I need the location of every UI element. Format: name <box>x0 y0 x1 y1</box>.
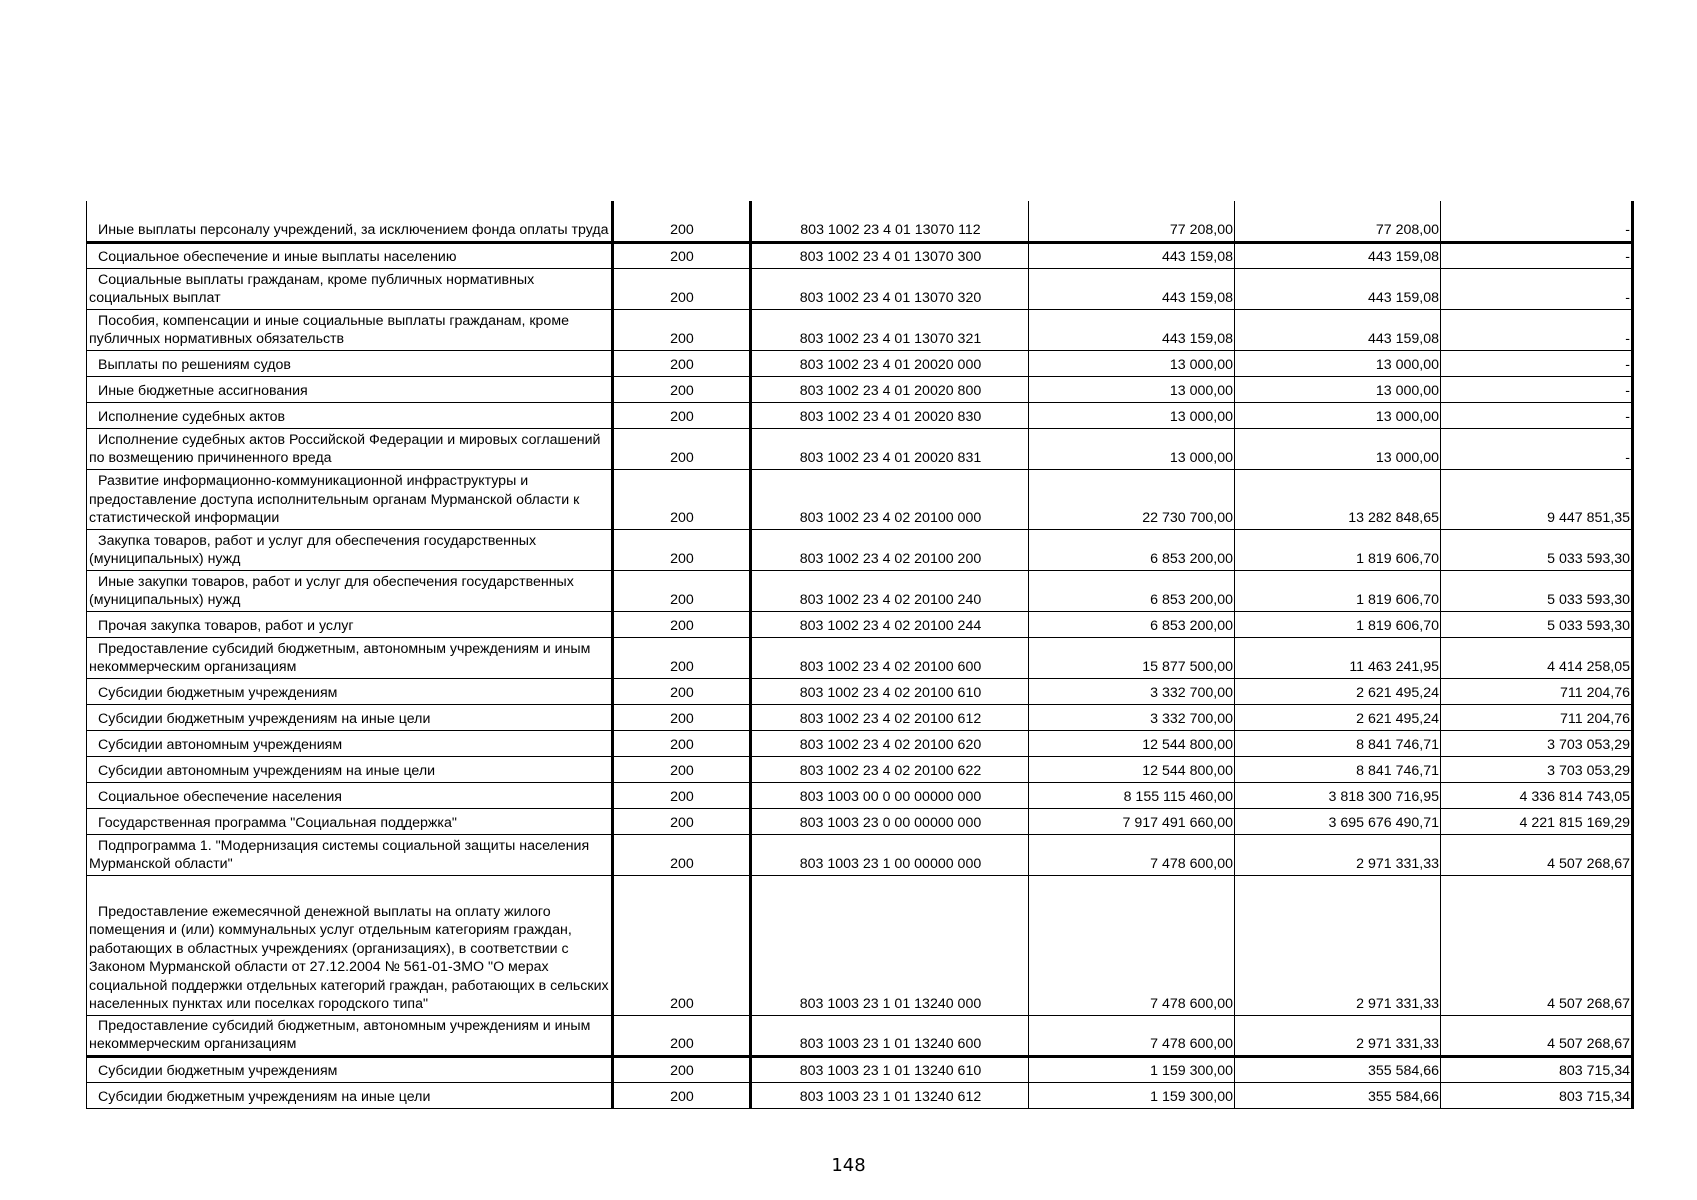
row-line-code-cell: 200 <box>613 350 751 376</box>
table-row <box>87 376 1633 402</box>
row-approved-amount-cell: 7 478 600,00 <box>1029 834 1235 875</box>
row-line-code-cell: 200 <box>613 201 751 242</box>
row-budget-code-cell: 803 1003 23 1 01 13240 000 <box>751 875 1029 1015</box>
row-executed-amount-cell: 443 159,08 <box>1235 242 1441 268</box>
row-unexecuted-amount-cell: 9 447 851,35 <box>1441 469 1633 529</box>
row-executed-amount-cell: 13 000,00 <box>1235 428 1441 469</box>
row-line-code-cell: 200 <box>613 875 751 1015</box>
row-unexecuted-amount-cell: 4 414 258,05 <box>1441 637 1633 678</box>
row-unexecuted-amount-cell: 3 703 053,29 <box>1441 756 1633 782</box>
row-executed-amount-cell: 1 819 606,70 <box>1235 611 1441 637</box>
row-line-code-cell: 200 <box>613 782 751 808</box>
row-executed-amount-cell: 443 159,08 <box>1235 268 1441 309</box>
row-executed-amount-cell: 2 971 331,33 <box>1235 1015 1441 1056</box>
table-row <box>87 1056 1633 1082</box>
table-row <box>87 529 1633 570</box>
table-row <box>87 1082 1633 1108</box>
row-executed-amount-cell: 8 841 746,71 <box>1235 730 1441 756</box>
row-budget-code-cell: 803 1002 23 4 01 13070 320 <box>751 268 1029 309</box>
row-executed-amount-cell: 2 971 331,33 <box>1235 875 1441 1015</box>
row-unexecuted-amount-cell: - <box>1441 268 1633 309</box>
row-line-code-cell: 200 <box>613 402 751 428</box>
row-unexecuted-amount-cell: 5 033 593,30 <box>1441 611 1633 637</box>
row-unexecuted-amount-cell: 803 715,34 <box>1441 1082 1633 1108</box>
row-approved-amount-cell: 22 730 700,00 <box>1029 469 1235 529</box>
row-unexecuted-amount-cell: - <box>1441 376 1633 402</box>
table-row <box>87 730 1633 756</box>
row-budget-code-cell: 803 1002 23 4 01 13070 112 <box>751 201 1029 242</box>
row-approved-amount-cell: 12 544 800,00 <box>1029 756 1235 782</box>
row-executed-amount-cell: 13 282 848,65 <box>1235 469 1441 529</box>
row-approved-amount-cell: 443 159,08 <box>1029 242 1235 268</box>
row-approved-amount-cell: 1 159 300,00 <box>1029 1056 1235 1082</box>
row-name-cell: Предоставление ежемесячной денежной выплаты на оплату жилого помещения и (или) коммунальных услуг отдельным категориям граждан, работающих в областных учреждениях (организациях), в соответствии с Законом Мурманской области от 27.12.2004 № 561-01-ЗМО "О мерах социальной поддержки отдельных категорий граждан, работающих в сельских населенных пунктах или поселках городского типа" <box>87 875 613 1015</box>
row-approved-amount-cell: 6 853 200,00 <box>1029 611 1235 637</box>
table-row <box>87 637 1633 678</box>
row-line-code-cell: 200 <box>613 730 751 756</box>
budget-execution-table <box>86 201 1634 1109</box>
row-budget-code-cell: 803 1002 23 4 01 20020 831 <box>751 428 1029 469</box>
row-executed-amount-cell: 13 000,00 <box>1235 376 1441 402</box>
row-budget-code-cell: 803 1002 23 4 01 20020 800 <box>751 376 1029 402</box>
row-name-cell: Развитие информационно-коммуникационной инфраструктуры и предоставление доступа исполнительным органам Мурманской области к статистической информации <box>87 469 613 529</box>
row-budget-code-cell: 803 1003 23 1 01 13240 600 <box>751 1015 1029 1056</box>
row-name-cell: Выплаты по решениям судов <box>87 350 613 376</box>
row-name-cell: Предоставление субсидий бюджетным, автономным учреждениям и иным некоммерческим организациям <box>87 1015 613 1056</box>
row-line-code-cell: 200 <box>613 376 751 402</box>
row-unexecuted-amount-cell: - <box>1441 242 1633 268</box>
row-name-cell: Иные закупки товаров, работ и услуг для обеспечения государственных (муниципальных) нужд <box>87 570 613 611</box>
row-name-cell: Предоставление субсидий бюджетным, автономным учреждениям и иным некоммерческим организациям <box>87 637 613 678</box>
table-row <box>87 469 1633 529</box>
row-name-cell: Субсидии бюджетным учреждениям на иные цели <box>87 704 613 730</box>
row-line-code-cell: 200 <box>613 570 751 611</box>
row-line-code-cell: 200 <box>613 756 751 782</box>
row-budget-code-cell: 803 1002 23 4 02 20100 612 <box>751 704 1029 730</box>
row-name-cell: Исполнение судебных актов Российской Федерации и мировых соглашений по возмещению причиненного вреда <box>87 428 613 469</box>
row-unexecuted-amount-cell: 5 033 593,30 <box>1441 529 1633 570</box>
row-executed-amount-cell: 355 584,66 <box>1235 1082 1441 1108</box>
row-approved-amount-cell: 6 853 200,00 <box>1029 529 1235 570</box>
table-row <box>87 242 1633 268</box>
row-unexecuted-amount-cell: 3 703 053,29 <box>1441 730 1633 756</box>
row-name-cell: Закупка товаров, работ и услуг для обеспечения государственных (муниципальных) нужд <box>87 529 613 570</box>
row-line-code-cell: 200 <box>613 469 751 529</box>
table-row <box>87 875 1633 1015</box>
row-unexecuted-amount-cell: - <box>1441 402 1633 428</box>
row-executed-amount-cell: 1 819 606,70 <box>1235 570 1441 611</box>
row-line-code-cell: 200 <box>613 1082 751 1108</box>
row-name-cell: Иные выплаты персоналу учреждений, за исключением фонда оплаты труда <box>87 201 613 242</box>
table-row <box>87 350 1633 376</box>
row-name-cell: Социальное обеспечение населения <box>87 782 613 808</box>
row-executed-amount-cell: 3 695 676 490,71 <box>1235 808 1441 834</box>
row-name-cell: Субсидии автономным учреждениям <box>87 730 613 756</box>
row-unexecuted-amount-cell: 803 715,34 <box>1441 1056 1633 1082</box>
table-row <box>87 402 1633 428</box>
row-line-code-cell: 200 <box>613 242 751 268</box>
row-approved-amount-cell: 8 155 115 460,00 <box>1029 782 1235 808</box>
row-unexecuted-amount-cell: 4 507 268,67 <box>1441 834 1633 875</box>
row-unexecuted-amount-cell: 711 204,76 <box>1441 704 1633 730</box>
row-budget-code-cell: 803 1002 23 4 02 20100 000 <box>751 469 1029 529</box>
row-line-code-cell: 200 <box>613 678 751 704</box>
row-budget-code-cell: 803 1002 23 4 02 20100 240 <box>751 570 1029 611</box>
row-name-cell: Государственная программа "Социальная поддержка" <box>87 808 613 834</box>
row-line-code-cell: 200 <box>613 637 751 678</box>
row-unexecuted-amount-cell: - <box>1441 201 1633 242</box>
row-unexecuted-amount-cell: - <box>1441 309 1633 350</box>
row-name-cell: Субсидии бюджетным учреждениям <box>87 1056 613 1082</box>
row-name-cell: Социальные выплаты гражданам, кроме публичных нормативных социальных выплат <box>87 268 613 309</box>
table-row <box>87 611 1633 637</box>
row-executed-amount-cell: 2 971 331,33 <box>1235 834 1441 875</box>
row-executed-amount-cell: 3 818 300 716,95 <box>1235 782 1441 808</box>
row-budget-code-cell: 803 1003 23 0 00 00000 000 <box>751 808 1029 834</box>
row-line-code-cell: 200 <box>613 309 751 350</box>
row-name-cell: Субсидии бюджетным учреждениям <box>87 678 613 704</box>
row-name-cell: Иные бюджетные ассигнования <box>87 376 613 402</box>
row-budget-code-cell: 803 1002 23 4 02 20100 622 <box>751 756 1029 782</box>
row-approved-amount-cell: 13 000,00 <box>1029 428 1235 469</box>
row-executed-amount-cell: 13 000,00 <box>1235 402 1441 428</box>
row-line-code-cell: 200 <box>613 834 751 875</box>
row-approved-amount-cell: 443 159,08 <box>1029 268 1235 309</box>
row-executed-amount-cell: 77 208,00 <box>1235 201 1441 242</box>
row-budget-code-cell: 803 1002 23 4 01 13070 321 <box>751 309 1029 350</box>
row-unexecuted-amount-cell: - <box>1441 428 1633 469</box>
row-budget-code-cell: 803 1002 23 4 01 13070 300 <box>751 242 1029 268</box>
row-approved-amount-cell: 3 332 700,00 <box>1029 704 1235 730</box>
row-approved-amount-cell: 13 000,00 <box>1029 350 1235 376</box>
row-line-code-cell: 200 <box>613 428 751 469</box>
table-row <box>87 834 1633 875</box>
row-executed-amount-cell: 11 463 241,95 <box>1235 637 1441 678</box>
row-name-cell: Исполнение судебных актов <box>87 402 613 428</box>
row-approved-amount-cell: 3 332 700,00 <box>1029 678 1235 704</box>
row-line-code-cell: 200 <box>613 1056 751 1082</box>
row-budget-code-cell: 803 1002 23 4 02 20100 610 <box>751 678 1029 704</box>
row-executed-amount-cell: 13 000,00 <box>1235 350 1441 376</box>
row-executed-amount-cell: 2 621 495,24 <box>1235 704 1441 730</box>
table-row <box>87 678 1633 704</box>
row-name-cell: Пособия, компенсации и иные социальные выплаты гражданам, кроме публичных нормативных обязательств <box>87 309 613 350</box>
row-line-code-cell: 200 <box>613 1015 751 1056</box>
row-budget-code-cell: 803 1002 23 4 01 20020 830 <box>751 402 1029 428</box>
row-unexecuted-amount-cell: 4 336 814 743,05 <box>1441 782 1633 808</box>
row-approved-amount-cell: 443 159,08 <box>1029 309 1235 350</box>
row-executed-amount-cell: 2 621 495,24 <box>1235 678 1441 704</box>
table-row <box>87 428 1633 469</box>
row-budget-code-cell: 803 1003 23 1 00 00000 000 <box>751 834 1029 875</box>
row-unexecuted-amount-cell: 4 221 815 169,29 <box>1441 808 1633 834</box>
table-row <box>87 201 1633 242</box>
row-line-code-cell: 200 <box>613 529 751 570</box>
row-budget-code-cell: 803 1002 23 4 02 20100 244 <box>751 611 1029 637</box>
row-name-cell: Прочая закупка товаров, работ и услуг <box>87 611 613 637</box>
row-unexecuted-amount-cell: 5 033 593,30 <box>1441 570 1633 611</box>
row-budget-code-cell: 803 1002 23 4 02 20100 620 <box>751 730 1029 756</box>
row-approved-amount-cell: 7 478 600,00 <box>1029 875 1235 1015</box>
row-line-code-cell: 200 <box>613 611 751 637</box>
row-approved-amount-cell: 13 000,00 <box>1029 376 1235 402</box>
table-row <box>87 782 1633 808</box>
row-name-cell: Социальное обеспечение и иные выплаты населению <box>87 242 613 268</box>
row-approved-amount-cell: 7 478 600,00 <box>1029 1015 1235 1056</box>
row-approved-amount-cell: 7 917 491 660,00 <box>1029 808 1235 834</box>
row-budget-code-cell: 803 1003 00 0 00 00000 000 <box>751 782 1029 808</box>
row-budget-code-cell: 803 1003 23 1 01 13240 612 <box>751 1082 1029 1108</box>
table-row <box>87 268 1633 309</box>
row-approved-amount-cell: 1 159 300,00 <box>1029 1082 1235 1108</box>
row-budget-code-cell: 803 1002 23 4 01 20020 000 <box>751 350 1029 376</box>
page-number: 148 <box>831 1155 866 1176</box>
row-approved-amount-cell: 15 877 500,00 <box>1029 637 1235 678</box>
table-row <box>87 756 1633 782</box>
row-budget-code-cell: 803 1002 23 4 02 20100 200 <box>751 529 1029 570</box>
row-approved-amount-cell: 13 000,00 <box>1029 402 1235 428</box>
row-approved-amount-cell: 6 853 200,00 <box>1029 570 1235 611</box>
row-approved-amount-cell: 12 544 800,00 <box>1029 730 1235 756</box>
row-executed-amount-cell: 8 841 746,71 <box>1235 756 1441 782</box>
row-approved-amount-cell: 77 208,00 <box>1029 201 1235 242</box>
row-name-cell: Подпрограмма 1. "Модернизация системы социальной защиты населения Мурманской области" <box>87 834 613 875</box>
table-row <box>87 570 1633 611</box>
table-row <box>87 704 1633 730</box>
row-unexecuted-amount-cell: 711 204,76 <box>1441 678 1633 704</box>
row-executed-amount-cell: 1 819 606,70 <box>1235 529 1441 570</box>
row-name-cell: Субсидии бюджетным учреждениям на иные цели <box>87 1082 613 1108</box>
table-row <box>87 309 1633 350</box>
row-line-code-cell: 200 <box>613 704 751 730</box>
row-unexecuted-amount-cell: 4 507 268,67 <box>1441 1015 1633 1056</box>
row-unexecuted-amount-cell: - <box>1441 350 1633 376</box>
row-line-code-cell: 200 <box>613 268 751 309</box>
row-name-cell: Субсидии автономным учреждениям на иные цели <box>87 756 613 782</box>
table-row <box>87 1015 1633 1056</box>
row-unexecuted-amount-cell: 4 507 268,67 <box>1441 875 1633 1015</box>
table-row <box>87 808 1633 834</box>
row-line-code-cell: 200 <box>613 808 751 834</box>
row-executed-amount-cell: 355 584,66 <box>1235 1056 1441 1082</box>
row-executed-amount-cell: 443 159,08 <box>1235 309 1441 350</box>
row-budget-code-cell: 803 1002 23 4 02 20100 600 <box>751 637 1029 678</box>
row-budget-code-cell: 803 1003 23 1 01 13240 610 <box>751 1056 1029 1082</box>
